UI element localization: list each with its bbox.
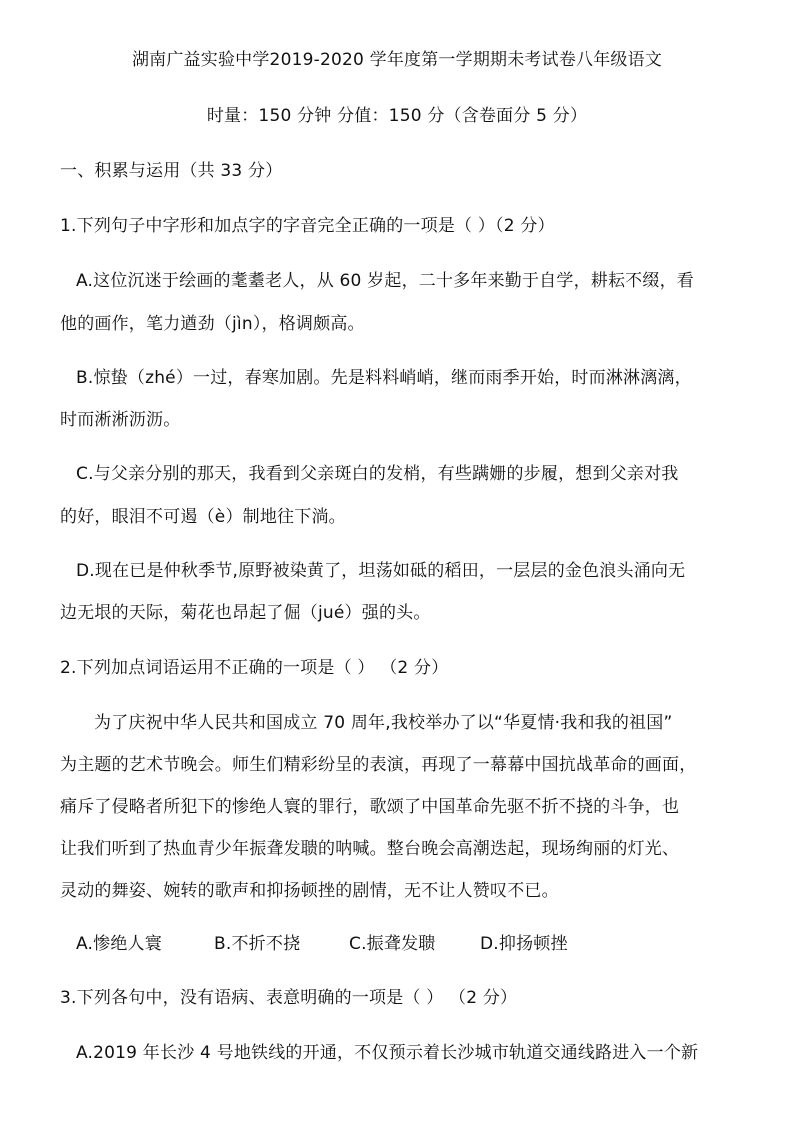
question-2-passage-line-5: 灵动的舞姿、婉转的歌声和抑扬顿挫的剧情，无不让人赞叹不已。 [60, 881, 559, 901]
question-1-option-d-line-1: D.现在已是仲秋季节,原野被染黄了，坦荡如砥的稻田，一层层的金色浪头涌向无 [76, 561, 686, 581]
question-2-passage-line-3: 痛斥了侵略者所犯下的惨绝人寰的罪行，歌颂了中国革命先驱不折不挠的斗争，也 [60, 797, 680, 817]
question-1-option-c-line-2: 的好，眼泪不可遏（è）制地往下淌。 [60, 507, 346, 527]
question-1-option-a-line-1: A.这位沉迷于绘画的耄耋老人，从 60 岁起，二十多年来勤于自学，耕耘不缀，看 [76, 271, 694, 291]
question-2-option-c: C.振聋发聩 [349, 934, 436, 954]
question-2-option-d: D.抑扬顿挫 [480, 934, 568, 954]
question-2-passage-line-1: 为了庆祝中华人民共和国成立 70 周年,我校举办了以“华夏情·我和我的祖国” [94, 713, 673, 733]
question-3-stem: 3.下列各句中，没有语病、表意明确的一项是（ ） （2 分） [60, 988, 518, 1008]
question-3-option-a-line-1: A.2019 年长沙 4 号地铁线的开通，不仅预示着长沙城市轨道交通线路进入一个新 [76, 1043, 699, 1063]
question-1-option-c-line-1: C.与父亲分别的那天，我看到父亲斑白的发梢，有些蹒姗的步履，想到父亲对我 [76, 464, 679, 484]
question-2-option-b: B.不折不挠 [214, 934, 301, 954]
question-1-option-d-line-2: 边无垠的天际，菊花也昂起了倔（jué）强的头。 [60, 603, 431, 623]
question-1-option-a-line-2: 他的画作，笔力遒劲（jìn），格调颇高。 [60, 314, 365, 334]
question-1-stem: 1.下列句子中字形和加点字的字音完全正确的一项是（ ）（2 分） [60, 216, 555, 236]
question-1-option-b-line-1: B.惊蛰（zhé）一过，春寒加剧。先是料料峭峭，继而雨季开始，时而淋淋漓漓， [76, 368, 692, 388]
question-1-option-b-line-2: 时而淅淅沥沥。 [60, 410, 181, 430]
question-2-passage-line-4: 让我们听到了热血青少年振聋发聩的呐喊。整台晚会高潮迭起，现场绚丽的灯光、 [60, 839, 680, 859]
question-2-stem: 2.下列加点词语运用不正确的一项是（ ） （2 分） [60, 658, 449, 678]
section-heading: 一、积累与运用（共 33 分） [60, 161, 283, 181]
question-2-option-a: A.惨绝人寰 [76, 934, 162, 954]
exam-subtitle: 时量：150 分钟 分值：150 分（含卷面分 5 分） [206, 106, 588, 126]
question-2-passage-line-2: 为主题的艺术节晚会。师生们精彩纷呈的表演，再现了一幕幕中国抗战革命的画面， [60, 755, 697, 775]
exam-title: 湖南广益实验中学2019-2020 学年度第一学期期未考试卷八年级语文 [131, 50, 663, 70]
